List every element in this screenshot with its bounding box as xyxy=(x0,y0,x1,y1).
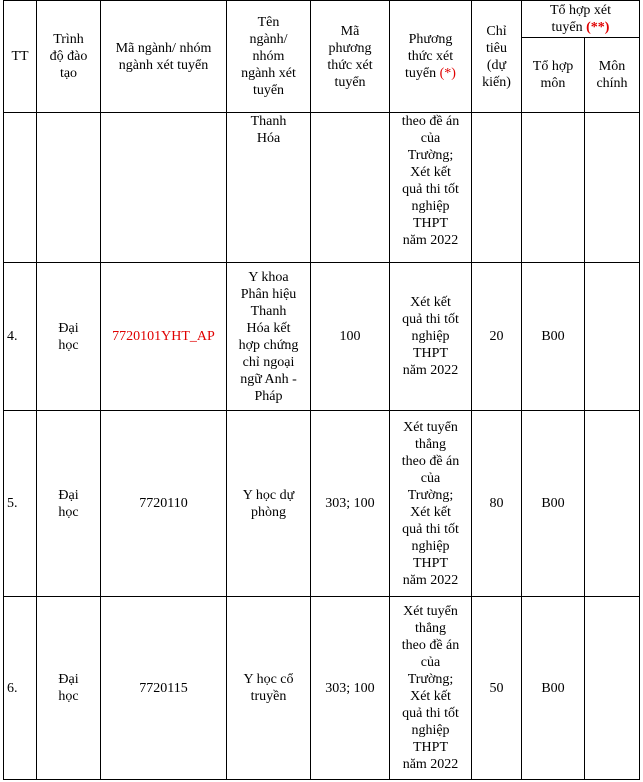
header-ten-nganh: Tên ngành/ nhóm ngành xét tuyển xyxy=(227,1,311,113)
cell-trinh-do: Đại học xyxy=(37,411,101,597)
header-ma-phuong-thuc: Mã phương thức xét tuyển xyxy=(311,1,390,113)
cell-chi-tieu: 80 xyxy=(472,411,522,597)
header-chi-tieu: Chỉ tiêu (dự kiến) xyxy=(472,1,522,113)
cell-ma-nganh: 7720101YHT_AP xyxy=(101,263,227,411)
admission-table xyxy=(3,0,640,780)
cell-ten-nganh: Y học dự phòng xyxy=(227,411,311,597)
cell-tt xyxy=(4,113,37,263)
header-to-hop-mark: (**) xyxy=(586,20,610,35)
cell-chi-tieu: 20 xyxy=(472,263,522,411)
cell-ma-nganh xyxy=(101,113,227,263)
cell-ma-phuong-thuc: 303; 100 xyxy=(311,597,390,780)
cell-ma-phuong-thuc: 100 xyxy=(311,263,390,411)
header-mon-chinh: Môn chính xyxy=(585,38,640,113)
header-tt: TT xyxy=(4,1,37,113)
cell-tt: 6. xyxy=(4,597,37,780)
cell-ma-phuong-thuc: 303; 100 xyxy=(311,411,390,597)
cell-ma-nganh: 7720110 xyxy=(101,411,227,597)
cell-to-hop-mon: B00 xyxy=(522,411,585,597)
cell-to-hop-mon xyxy=(522,113,585,263)
cell-chi-tieu: 50 xyxy=(472,597,522,780)
table-row xyxy=(4,113,640,263)
header-ma-nganh: Mã ngành/ nhóm ngành xét tuyển xyxy=(101,1,227,113)
cell-mon-chinh xyxy=(585,263,640,411)
cell-ma-nganh: 7720115 xyxy=(101,597,227,780)
cell-mon-chinh xyxy=(585,411,640,597)
cell-ten-nganh: Thanh Hóa xyxy=(227,113,311,263)
cell-ma-phuong-thuc xyxy=(311,113,390,263)
cell-tt: 4. xyxy=(4,263,37,411)
cell-ten-nganh: Y học cổ truyền xyxy=(227,597,311,780)
table-row xyxy=(4,597,640,780)
cell-to-hop-mon: B00 xyxy=(522,263,585,411)
header-to-hop: Tổ hợp xét tuyển (**) xyxy=(522,1,640,38)
header-to-hop-mon: Tổ hợp môn xyxy=(522,38,585,113)
table-row xyxy=(4,263,640,411)
cell-phuong-thuc: Xét tuyển thẳng theo đề án của Trường; Xét kết quả thi tốt nghiệp THPT năm 2022 xyxy=(390,411,472,597)
cell-trinh-do xyxy=(37,113,101,263)
cell-phuong-thuc: theo đề án của Trường; Xét kết quả thi tốt nghiệp THPT năm 2022 xyxy=(390,113,472,263)
cell-trinh-do: Đại học xyxy=(37,597,101,780)
table-row xyxy=(4,411,640,597)
header-phuong-thuc: Phương thức xét tuyển (*) xyxy=(390,1,472,113)
cell-phuong-thuc: Xét kết quả thi tốt nghiệp THPT năm 2022 xyxy=(390,263,472,411)
header-phuong-thuc-mark: (*) xyxy=(439,66,456,81)
cell-mon-chinh xyxy=(585,597,640,780)
cell-trinh-do: Đại học xyxy=(37,263,101,411)
cell-ten-nganh: Y khoa Phân hiệu Thanh Hóa kết hợp chứng chỉ ngoại ngữ Anh - Pháp xyxy=(227,263,311,411)
cell-mon-chinh xyxy=(585,113,640,263)
cell-phuong-thuc: Xét tuyển thẳng theo đề án của Trường; Xét kết quả thi tốt nghiệp THPT năm 2022 xyxy=(390,597,472,780)
cell-chi-tieu xyxy=(472,113,522,263)
cell-tt: 5. xyxy=(4,411,37,597)
header-trinh-do: Trình độ đào tạo xyxy=(37,1,101,113)
cell-to-hop-mon: B00 xyxy=(522,597,585,780)
